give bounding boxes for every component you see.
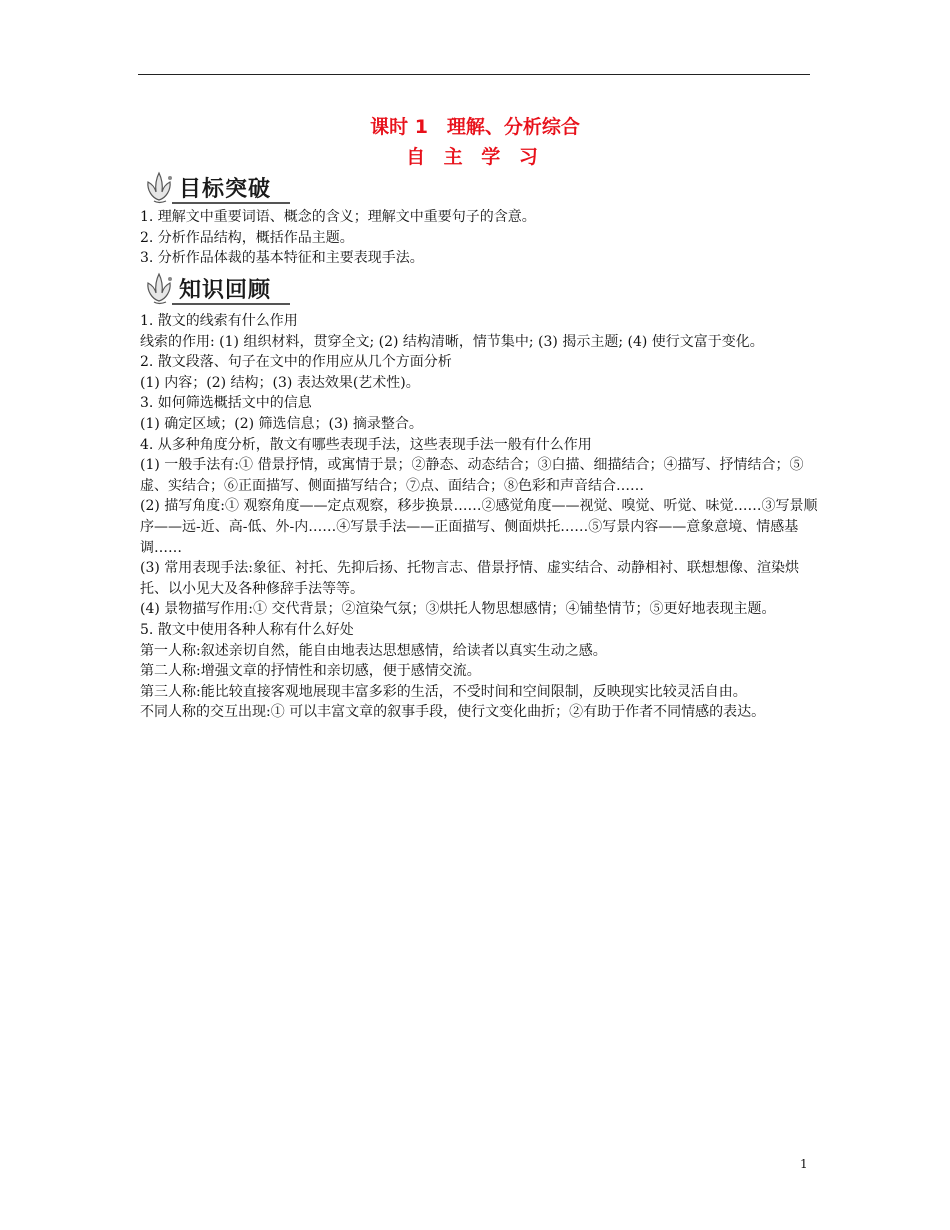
- list-item: 1. 理解文中重要词语、概念的含义；理解文中重要句子的含意。: [140, 209, 536, 225]
- answer-text: (1) 确定区域；(2) 筛选信息；(3) 摘录整合。: [140, 415, 423, 432]
- section-label-review: 知识回顾: [179, 278, 272, 303]
- question-heading: 2. 散文段落、句子在文中的作用应从几个方面分析: [140, 354, 452, 371]
- section-label-goals: 目标突破: [179, 177, 272, 202]
- header-rule: [138, 74, 810, 75]
- answer-text: (4) 景物描写作用:① 交代背景；②渲染气氛；③烘托人物思想感情；④铺垫情节；⑤更好地表现主题。: [140, 601, 776, 618]
- goals-list: [140, 207, 822, 269]
- section-title: 自 主 学 习: [406, 146, 544, 168]
- answer-text: 线索的作用: (1) 组织材料，贯穿全文; (2) 结构清晰，情节集中; (3) 揭示主题; (4) 使行文富于变化。: [140, 333, 764, 350]
- review-content: [140, 311, 822, 723]
- answer-text: 第二人称:增强文章的抒情性和亲切感，便于感情交流。: [140, 663, 481, 680]
- lotus-flower-icon: [142, 271, 176, 307]
- lotus-flower-icon: [142, 170, 176, 206]
- question-heading: 3. 如何筛选概括文中的信息: [140, 395, 312, 412]
- page-number: 1: [800, 1157, 808, 1171]
- question-heading: 1. 散文的线索有什么作用: [140, 313, 298, 329]
- list-item: 2. 分析作品结构，概括作品主题。: [140, 229, 354, 246]
- question-heading: 4. 从多种角度分析，散文有哪些表现手法，这些表现手法一般有什么作用: [140, 436, 592, 453]
- answer-text: (1) 内容；(2) 结构；(3) 表达效果(艺术性)。: [140, 374, 420, 391]
- answer-text: (2) 描写角度:① 观察角度——定点观察，移步换景……②感觉角度——视觉、嗅觉、听觉、味觉……③写景顺序——远-近、高-低、外-内……④写景手法——正面描写、侧面烘托……⑤写景内容——意象意境、情感基调……: [140, 498, 818, 556]
- answer-text: 第三人称:能比较直接客观地展现丰富多彩的生活，不受时间和空间限制，反映现实比较灵活自由。: [140, 683, 747, 700]
- answer-text: (1) 一般手法有:① 借景抒情，或寓情于景；②静态、动态结合；③白描、细描结合；④描写、抒情结合；⑤虚、实结合；⑥正面描写、侧面描写结合；⑦点、面结合；⑧色彩和声音结合……: [140, 457, 804, 494]
- section-badge-goals: [142, 170, 290, 206]
- lesson-title: 课时 1 理解、分析综合: [370, 116, 580, 138]
- list-item: 3. 分析作品体裁的基本特征和主要表现手法。: [140, 250, 424, 267]
- section-badge-review: [142, 271, 290, 307]
- question-heading: 5. 散文中使用各种人称有什么好处: [140, 621, 354, 638]
- answer-text: 不同人称的交互出现:① 可以丰富文章的叙事手段，使行文变化曲折；②有助于作者不同情感的表达。: [140, 704, 766, 721]
- answer-text: 第一人称:叙述亲切自然，能自由地表达思想感情，给读者以真实生动之感。: [140, 642, 607, 659]
- answer-text: (3) 常用表现手法:象征、衬托、先抑后扬、托物言志、借景抒情、虚实结合、动静相衬、联想想像、渲染烘托、以小见大及各种修辞手法等等。: [140, 560, 799, 597]
